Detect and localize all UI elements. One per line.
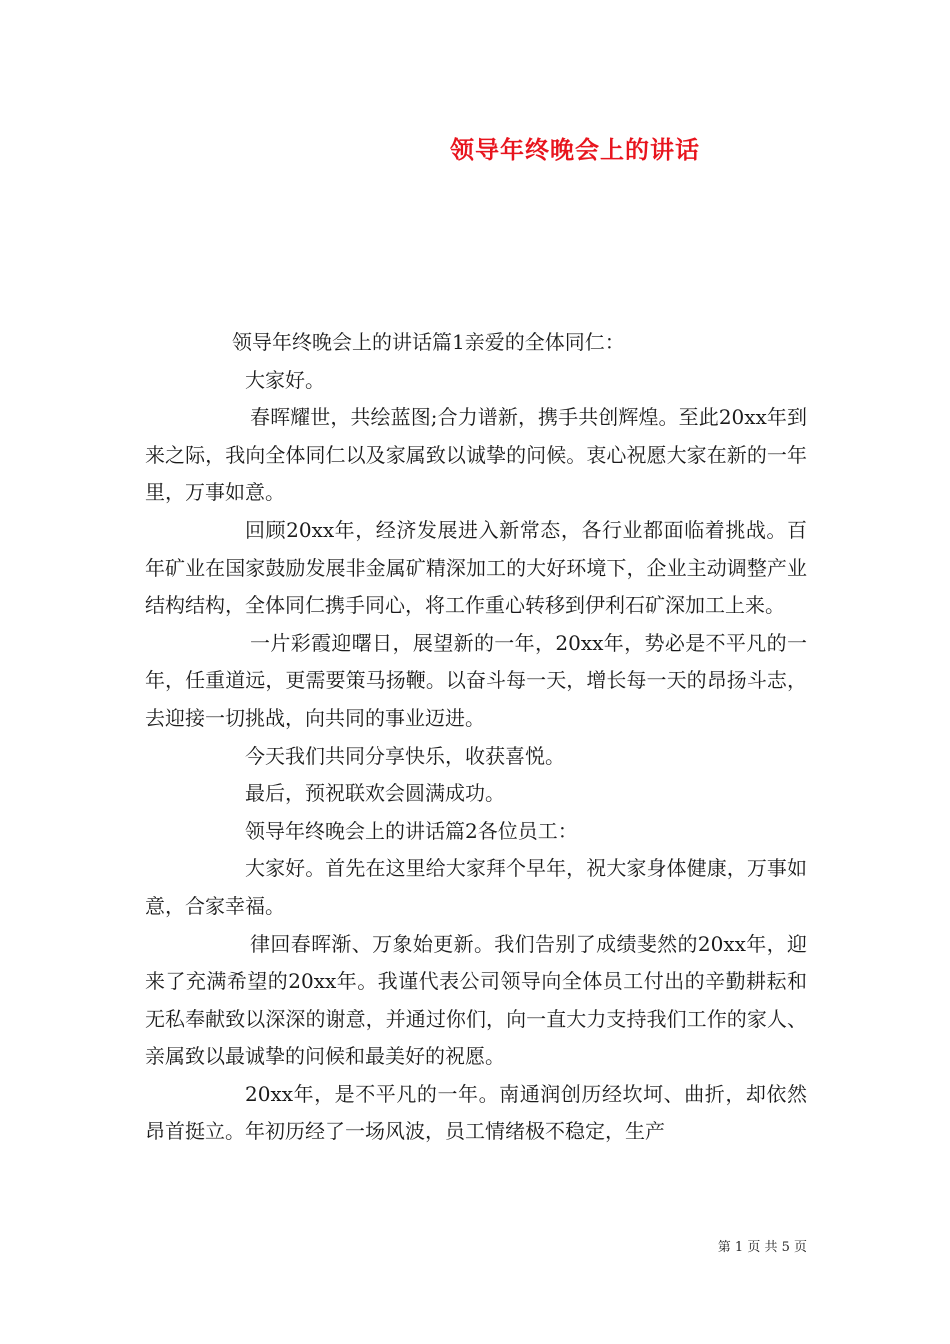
paragraph-11: 20xx年，是不平凡的一年。南通润创历经坎坷、曲折，却依然昂首挺立。年初历经了一场风波，员工情绪极不稳定，生产 bbox=[145, 1081, 807, 1144]
document-title: 领导年终晚会上的讲话 bbox=[450, 135, 700, 164]
paragraph-1: 领导年终晚会上的讲话篇1亲爱的全体同仁： bbox=[232, 330, 625, 354]
paragraph-3: 春晖耀世，共绘蓝图;合力谱新，携手共创辉煌。至此20xx年到来之际，我向全体同仁以及家属致以诚挚的问候。衷心祝愿大家在新的一年里，万事如意。 bbox=[145, 405, 807, 505]
paragraph-4: 回顾20xx年，经济发展进入新常态，各行业都面临着挑战。百年矿业在国家鼓励发展非金属矿精深加工的大好环境下，企业主动调整产业结构结构，全体同仁携手同心，将工作重心转移到伊利石矿深加工上来。 bbox=[145, 517, 807, 618]
paragraph-5: 一片彩霞迎曙日，展望新的一年，20xx年，势必是不平凡的一年，任重道远，更需要策马扬鞭。以奋斗每一天，增长每一天的昂扬斗志，去迎接一切挑战，向共同的事业迈进。 bbox=[145, 630, 807, 730]
paragraph-9: 大家好。首先在这里给大家拜个早年，祝大家身体健康，万事如意，合家幸福。 bbox=[145, 856, 807, 918]
paragraph-2: 大家好。 bbox=[245, 367, 325, 392]
paragraph-10: 律回春晖渐、万象始更新。我们告别了成绩斐然的20xx年，迎来了充满希望的20xx年。我谨代表公司领导向全体员工付出的辛勤耕耘和无私奉献致以深深的谢意，并通过你们，向一直大力支持我们工作的家人、亲属致以最诚挚的问候和最美好的祝愿。 bbox=[145, 931, 807, 1069]
paragraph-6: 今天我们共同分享快乐，收获喜悦。 bbox=[245, 743, 565, 768]
paragraph-7: 最后，预祝联欢会圆满成功。 bbox=[245, 781, 505, 806]
document-body bbox=[145, 324, 807, 1151]
page-footer: 第 1 页 共 5 页 bbox=[717, 1240, 807, 1255]
paragraph-8: 领导年终晚会上的讲话篇2各位员工： bbox=[245, 818, 578, 843]
